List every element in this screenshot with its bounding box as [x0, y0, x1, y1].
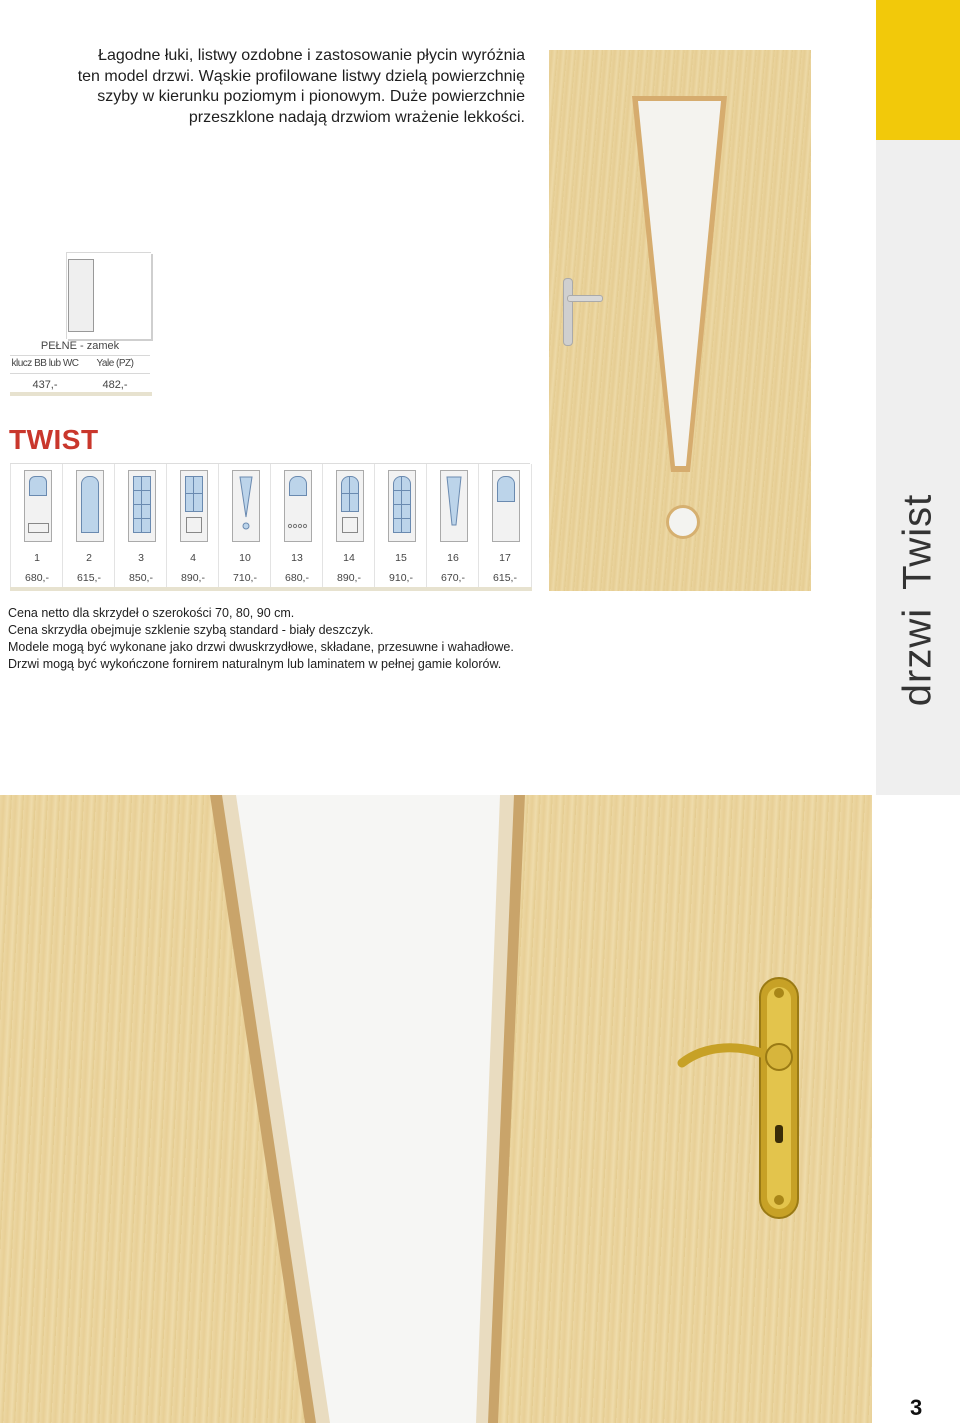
page-number: 3 — [910, 1395, 923, 1420]
handle-lever-icon — [567, 295, 603, 302]
variant-price: 890,- — [337, 572, 361, 584]
solid-price-yale: 482,- — [102, 379, 128, 391]
variant-price: 680,- — [25, 572, 49, 584]
model-name: TWIST — [9, 424, 99, 455]
variant-price: 615,- — [493, 572, 517, 584]
door-variant-icon — [440, 470, 468, 542]
note-line: Modele mogą być wykonane jako drzwi dwuskrzydłowe, składane, przesuwne i wahadłowe. — [8, 640, 514, 654]
side-accent-bar — [876, 0, 960, 140]
table-underline — [10, 587, 532, 591]
grille-icon — [28, 523, 49, 533]
side-label — [876, 140, 960, 790]
panel-icon — [342, 517, 358, 533]
door-variant-icon — [180, 470, 208, 542]
door-photo — [549, 50, 811, 591]
intro-line: przeszklone nadają drzwiom wrażenie lekkości. — [188, 108, 525, 126]
variant-price: 910,- — [389, 572, 413, 584]
variant-number: 13 — [291, 552, 303, 564]
handle-plate-icon — [563, 278, 573, 346]
solid-col-yale: Yale (PZ) — [96, 358, 134, 369]
table-underline — [10, 392, 152, 396]
variant-number: 15 — [395, 552, 407, 564]
variant-number: 4 — [190, 552, 196, 564]
door-variant-icon — [492, 470, 520, 542]
variant-13 — [270, 464, 323, 588]
variant-3 — [114, 464, 167, 588]
glass-icon — [185, 476, 203, 512]
round-window — [666, 505, 700, 539]
door-variant-icon — [284, 470, 312, 542]
variant-number: 10 — [239, 552, 251, 564]
variant-number: 14 — [343, 552, 355, 564]
variant-number: 16 — [447, 552, 459, 564]
variant-15 — [374, 464, 427, 588]
side-word-twist: Twist — [895, 493, 940, 590]
intro-line: szyby w kierunku poziomym i pionowym. Duże powierzchnie — [97, 88, 525, 105]
glass-icon — [29, 476, 47, 496]
variant-number: 1 — [34, 552, 40, 564]
variant-number: 3 — [138, 552, 144, 564]
variant-price: 890,- — [181, 572, 205, 584]
note-line: Cena netto dla skrzydeł o szerokości 70, 80, 90 cm. — [8, 606, 295, 620]
variant-price: 850,- — [129, 572, 153, 584]
intro-line: Łagodne łuki, listwy ozdobne i zastosowanie płycin wyróżnia — [98, 47, 525, 64]
door-variant-icon — [232, 470, 260, 542]
note-line: Drzwi mogą być wykończone fornirem naturalnym lub laminatem w pełnej gamie kolorów. — [8, 657, 502, 671]
variant-10 — [218, 464, 271, 588]
glass-icon — [497, 476, 515, 502]
intro-line: ten model drzwi. Wąskie profilowane listwy dzielą powierzchnię — [77, 67, 525, 85]
door-variant-icon — [76, 470, 104, 542]
variant-price: 710,- — [233, 572, 257, 584]
variant-16 — [426, 464, 479, 588]
variant-price: 680,- — [285, 572, 309, 584]
variant-price: 615,- — [77, 572, 101, 584]
door-variant-icon — [24, 470, 52, 542]
panel-icon — [186, 517, 202, 533]
door-variant-icon — [388, 470, 416, 542]
variant-price: 670,- — [441, 572, 465, 584]
door-closeup-photo — [0, 795, 872, 1423]
note-line: Cena skrzydła obejmuje szklenie szybą standard - biały deszczyk. — [8, 623, 374, 637]
side-title — [896, 494, 941, 706]
variant-17 — [478, 464, 532, 588]
intro-paragraph — [65, 46, 525, 128]
solid-door-icon — [68, 259, 94, 332]
solid-price-key: 437,- — [32, 379, 58, 391]
variant-grid — [10, 463, 530, 588]
notes — [8, 605, 514, 673]
glass-icon — [81, 476, 99, 533]
door-variant-icon — [128, 470, 156, 542]
solid-col-key: klucz BB lub WC — [11, 358, 79, 369]
variant-2 — [62, 464, 115, 588]
door-variant-icon — [336, 470, 364, 542]
variant-number: 17 — [499, 552, 511, 564]
solid-price-table — [10, 337, 150, 399]
variant-1 — [10, 464, 63, 588]
variant-4 — [166, 464, 219, 588]
solid-price-title: PEŁNE - zamek — [40, 340, 120, 352]
variant-number: 2 — [86, 552, 92, 564]
variant-14 — [322, 464, 375, 588]
side-word-drzwi: drzwi — [895, 607, 940, 707]
glass-icon — [341, 476, 359, 512]
